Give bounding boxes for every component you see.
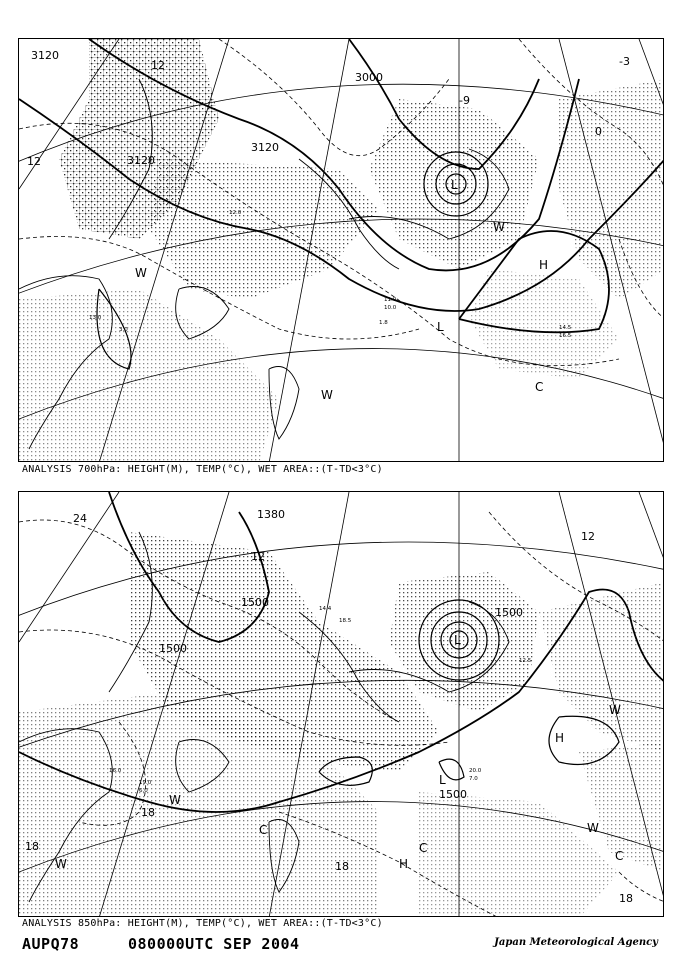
svg-text:10.0: 10.0 bbox=[384, 305, 397, 311]
isotherm-label: 18 bbox=[141, 806, 155, 819]
isotherm-label: 12 bbox=[27, 155, 41, 168]
svg-text:12.0: 12.0 bbox=[229, 210, 242, 216]
chart-code: AUPQ78 bbox=[22, 935, 80, 953]
map-700hpa-svg bbox=[19, 39, 664, 462]
isotherm-label: 24 bbox=[73, 512, 87, 525]
caption-850hpa: ANALYSIS 850hPa: HEIGHT(M), TEMP(°C), WET AREA::(T-TD<3°C) bbox=[22, 918, 383, 929]
warm-symbol: W bbox=[55, 857, 67, 871]
cold-symbol: C bbox=[615, 849, 624, 863]
map-panel-700hpa bbox=[18, 38, 664, 462]
svg-text:20.0: 20.0 bbox=[469, 768, 482, 774]
map-panel-850hpa bbox=[18, 491, 664, 917]
height-label: 1500 bbox=[495, 606, 523, 619]
height-label: 3120 bbox=[31, 49, 59, 62]
agency-name: Japan Meteorological Agency bbox=[494, 937, 658, 948]
warm-symbol: W bbox=[135, 266, 147, 280]
isotherm-label: 0 bbox=[595, 125, 602, 138]
svg-text:18.5: 18.5 bbox=[339, 618, 352, 624]
svg-text:16.0: 16.0 bbox=[109, 768, 122, 774]
height-label: 3120 bbox=[127, 154, 155, 167]
svg-text:14.5: 14.5 bbox=[559, 325, 572, 331]
wet-areas bbox=[19, 39, 664, 462]
isotherm-label: 18 bbox=[25, 840, 39, 853]
low-pressure-symbol: L bbox=[437, 320, 444, 334]
map-850hpa-svg bbox=[19, 492, 664, 917]
cold-symbol: C bbox=[419, 841, 428, 855]
low-pressure-symbol: L bbox=[451, 178, 458, 192]
isotherm-label: -9 bbox=[459, 94, 470, 107]
svg-text:12.5: 12.5 bbox=[519, 658, 532, 664]
isotherm-label: 18 bbox=[619, 892, 633, 905]
low-pressure-symbol: L bbox=[439, 773, 446, 787]
svg-text:13.0: 13.0 bbox=[89, 315, 102, 321]
valid-time: 080000UTC SEP 2004 bbox=[128, 935, 300, 953]
svg-text:11.0: 11.0 bbox=[384, 297, 397, 303]
isotherm-label: 12 bbox=[581, 530, 595, 543]
warm-symbol: W bbox=[321, 388, 333, 402]
height-label: 1500 bbox=[439, 788, 467, 801]
caption-700hpa: ANALYSIS 700hPa: HEIGHT(M), TEMP(°C), WET AREA::(T-TD<3°C) bbox=[22, 464, 383, 475]
cold-symbol: C bbox=[259, 823, 268, 837]
isotherm-label: 12 bbox=[151, 59, 165, 72]
svg-text:16.5: 16.5 bbox=[559, 333, 572, 339]
warm-symbol: W bbox=[169, 793, 181, 807]
svg-text:6.0: 6.0 bbox=[139, 788, 148, 794]
svg-text:1.8: 1.8 bbox=[379, 320, 388, 326]
svg-text:14.4: 14.4 bbox=[319, 606, 332, 612]
isotherm-label: -3 bbox=[619, 55, 630, 68]
height-label: 3000 bbox=[355, 71, 383, 84]
low-pressure-symbol: L bbox=[454, 633, 461, 647]
cold-symbol: C bbox=[535, 380, 544, 394]
warm-symbol: W bbox=[609, 703, 621, 717]
isotherm-label: 18 bbox=[335, 860, 349, 873]
high-pressure-symbol: H bbox=[539, 258, 549, 272]
warm-symbol: W bbox=[493, 220, 505, 234]
height-label: 3120 bbox=[251, 141, 279, 154]
height-label: 1500 bbox=[159, 642, 187, 655]
isotherm-label: 12 bbox=[251, 550, 265, 563]
height-label: 1500 bbox=[241, 596, 269, 609]
svg-text:7.0: 7.0 bbox=[469, 776, 478, 782]
height-label: 1380 bbox=[257, 508, 285, 521]
warm-symbol: W bbox=[587, 821, 599, 835]
svg-text:3.0: 3.0 bbox=[119, 327, 128, 333]
high-pressure-symbol: H bbox=[399, 857, 409, 871]
svg-text:19.0: 19.0 bbox=[139, 780, 152, 786]
high-pressure-symbol: H bbox=[555, 731, 565, 745]
